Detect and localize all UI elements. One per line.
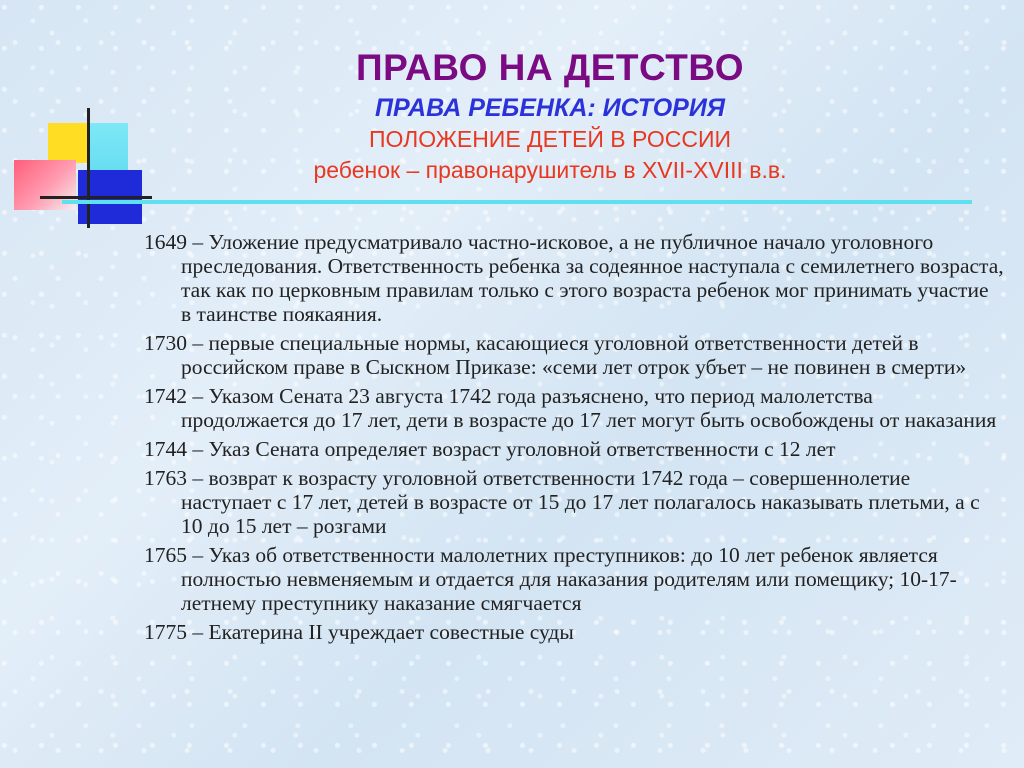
list-item: 1763 – возврат к возрасту уголовной ответственности 1742 года – совершеннолетие наступает с 17 лет, детей в возрасте от 15 до 17 лет полагалось наказывать плетьми, а с 10 до 15 лет – розгами	[144, 466, 980, 538]
slide-subtitle: ПРАВА РЕБЕНКА: ИСТОРИЯ	[374, 94, 726, 122]
title-divider	[62, 200, 972, 204]
section-heading: ПОЛОЖЕНИЕ ДЕТЕЙ В РОССИИ	[368, 126, 732, 152]
vertical-line	[87, 108, 90, 228]
horizontal-line	[40, 196, 152, 199]
list-item: 1649 – Уложение предусматривало частно-исковое, а не публичное начало уголовного преследования. Ответственность ребенка за содеянное наступала с семилетнего возраста, так как по церковным правилам только с этого возраста ребенок мог принимать участие в таинстве поякаяния.	[144, 230, 1004, 326]
topic-heading: ребенок – правонарушитель в XVII-XVIII в.в.	[313, 157, 787, 183]
yellow-block	[48, 123, 88, 163]
content-list	[144, 230, 1004, 649]
list-item: 1744 – Указ Сената определяет возраст уголовной ответственности с 12 лет	[144, 437, 836, 461]
list-item: 1775 – Екатерина II учреждает совестные суды	[144, 620, 574, 644]
slide-title: ПРАВО НА ДЕТСТВО	[356, 47, 744, 88]
title-area	[240, 44, 860, 186]
list-item: 1742 – Указом Сената 23 августа 1742 года разъяснено, что период малолетства продолжается до 17 лет, дети в возрасте до 17 лет могут быть освобождены от наказания	[144, 384, 997, 432]
list-item: 1730 – первые специальные нормы, касающиеся уголовной ответственности детей в российском праве в Сыскном Приказе: «семи лет отрок убъет – не повинен в смерти»	[144, 331, 967, 379]
list-item: 1765 – Указ об ответственности малолетних преступников: до 10 лет ребенок является полностью невменяемым и отдается для наказания родителям или помещику; 10-17-летнему преступнику наказание смягчается	[144, 543, 957, 615]
